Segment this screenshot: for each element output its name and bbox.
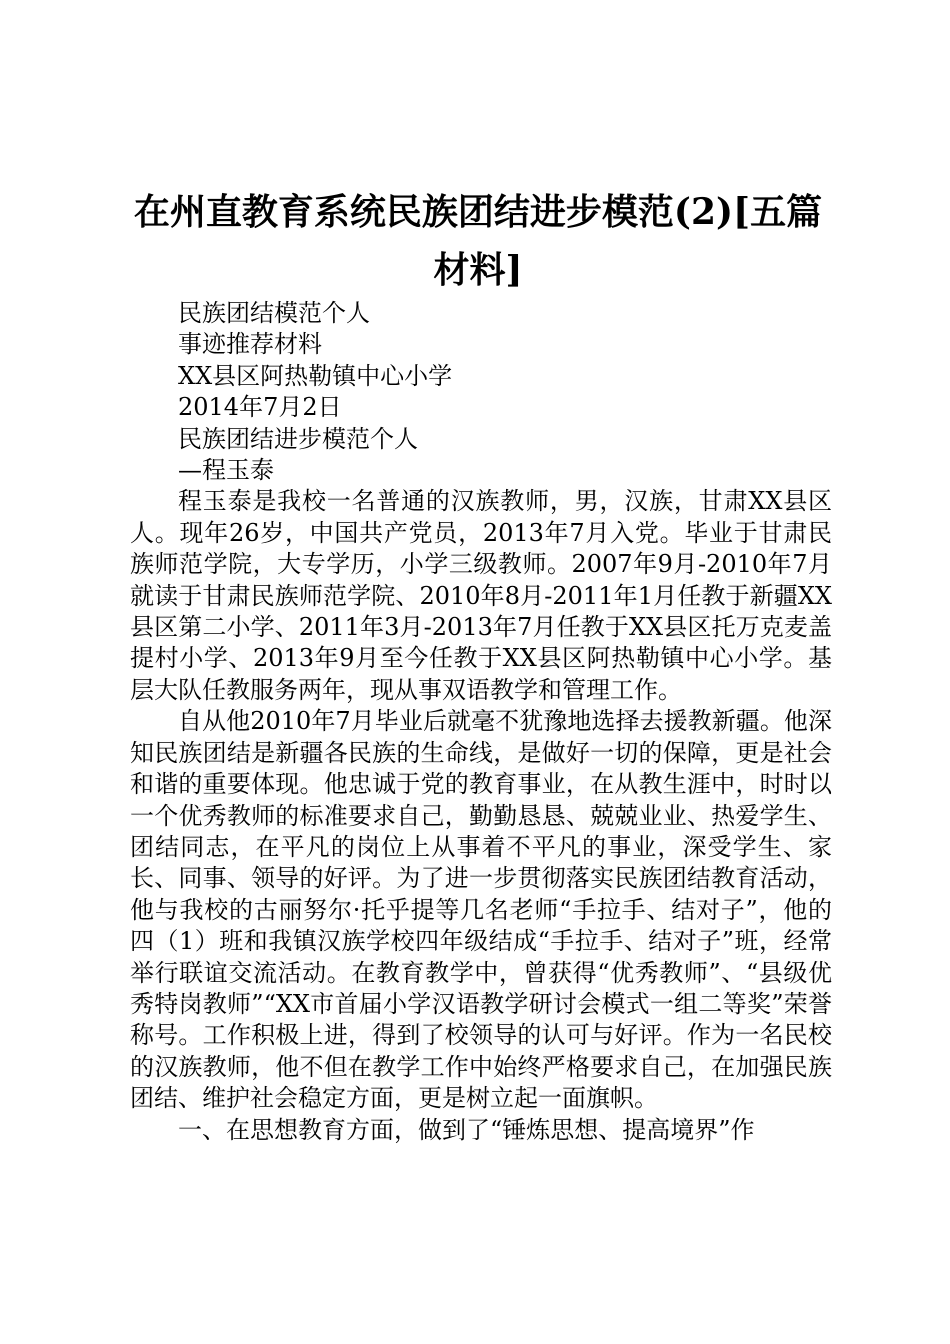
paragraph-section-one: 一、在思想教育方面，做到了“锤炼思想、提高境界”作 (178, 1115, 755, 1144)
meta-line-date: 2014年7月2日 (178, 393, 342, 422)
meta-line-person: —程玉泰 (178, 456, 274, 485)
meta-line-school: XX县区阿热勒镇中心小学 (178, 361, 453, 390)
document-title: 在州直教育系统民族团结进步模范(2)[五篇材料] (133, 191, 823, 291)
document-body (130, 298, 832, 1146)
paragraph-biography: 程玉泰是我校一名普通的汉族教师，男，汉族，甘肃XX县区人。现年26岁，中国共产党员，2013年7月入党。毕业于甘肃民族师范学院，大专学历，小学三级教师。2007年9月-2010年7月就读于甘肃民族师范学院、2010年8月-2011年1月任教于新疆XX县区第二小学、2011年3月-2013年7月任教于XX县区托万克麦盖提村小学、2013年9月至今任教于XX县区阿热勒镇中心小学。基层大队任教服务两年，现从事双语教学和管理工作。 (130, 487, 832, 704)
meta-line-subtitle: 民族团结进步模范个人 (178, 424, 418, 453)
meta-line-award-category: 民族团结模范个人 (178, 299, 370, 327)
paragraph-deeds: 自从他2010年7月毕业后就毫不犹豫地选择去援教新疆。他深知民族团结是新疆各民族的生命线，是做好一切的保障，更是社会和谐的重要体现。他忠诚于党的教育事业，在从教生涯中，时时以一个优秀教师的标准要求自己，勤勤恳恳、兢兢业业、热爱学生、团结同志，在平凡的岗位上从事着不平凡的事业，深受学生、家长、同事、领导的好评。为了进一步贯彻落实民族团结教育活动，他与我校的古丽努尔·托乎提等几名老师“手拉手、结对子”，他的四（1）班和我镇汉族学校四年级结成“手拉手、结对子”班，经常举行联谊交流活动。在教育教学中，曾获得“优秀教师”、“县级优秀特岗教师”“XX市首届小学汉语教学研讨会模式一组二等奖”荣誉称号。工作积极上进，得到了校领导的认可与好评。作为一名民校的汉族教师，他不但在教学工作中始终严格要求自己，在加强民族团结、维护社会稳定方面，更是树立起一面旗帜。 (130, 707, 832, 1113)
meta-line-material-type: 事迹推荐材料 (178, 330, 322, 359)
